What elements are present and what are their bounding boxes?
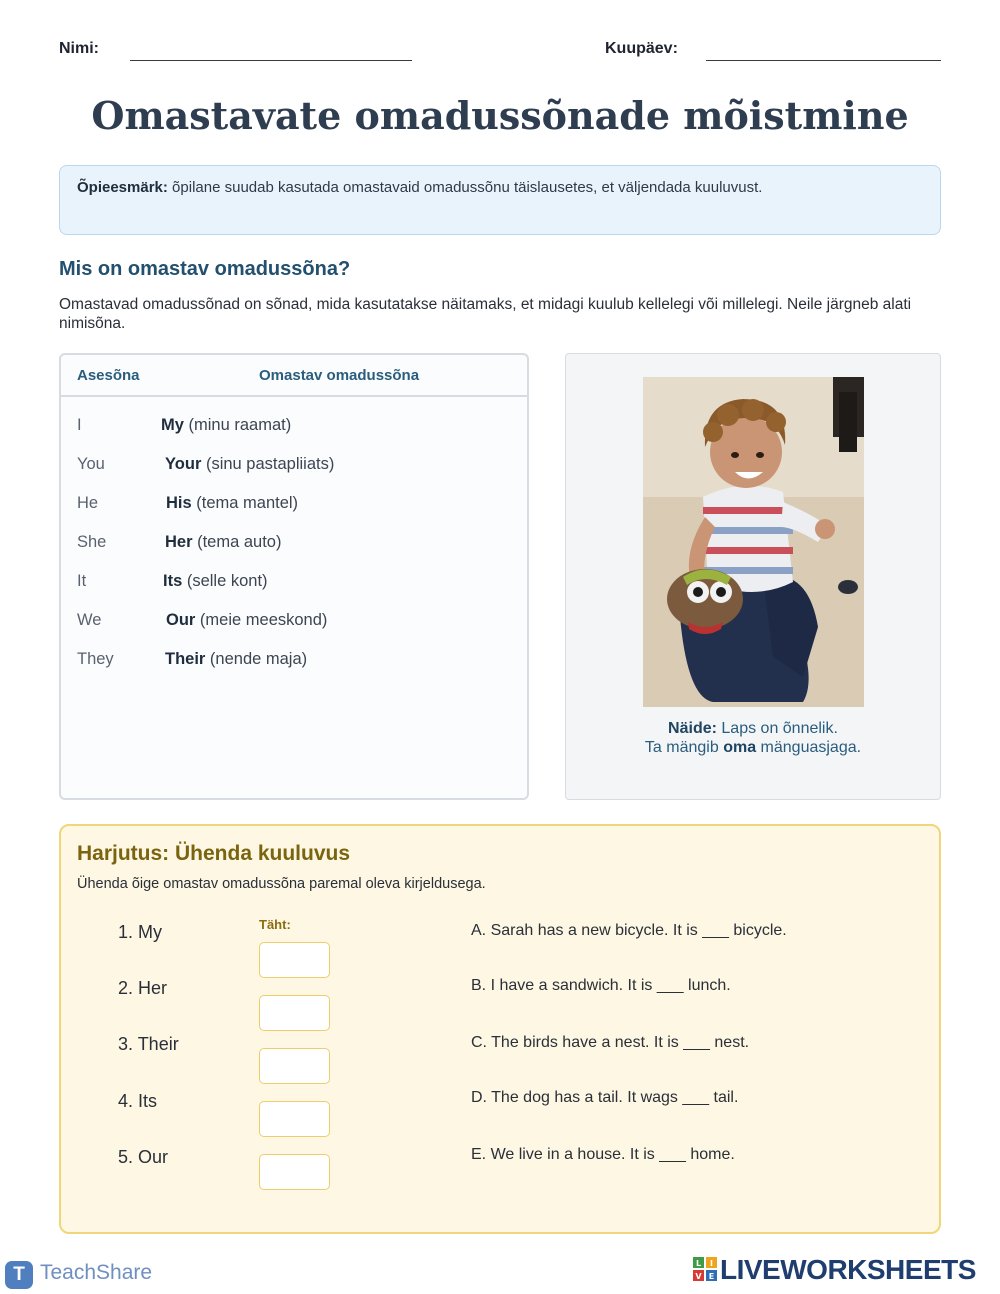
- answer-letter-input-1[interactable]: [259, 942, 330, 978]
- exercise-item: 5. Our: [118, 1147, 169, 1167]
- pronoun-cell: I: [77, 416, 82, 434]
- exercise-sentence: D. The dog has a tail. It wags ___ tail.: [471, 1089, 739, 1106]
- adjective-example: (sinu pastapliiats): [201, 455, 335, 473]
- page-title: Omastavate omadussõnade mõistmine: [91, 93, 909, 138]
- exercise-instruction: Ühenda õige omastav omadussõna paremal oleva kirjeldusega.: [77, 876, 486, 892]
- answer-letter-input-5[interactable]: [259, 1154, 330, 1190]
- adjective-word: His: [166, 494, 192, 512]
- adjective-cell: [166, 611, 327, 630]
- table-row: [61, 611, 527, 635]
- table-header: [61, 355, 527, 397]
- section-intro: Omastavad omadussõnad on sõnad, mida kasutatakse näitamaks, et midagi kuulub kellelegi või millelegi. Neile järgneb alati nimisõna.: [59, 296, 912, 332]
- exercise-item: 3. Their: [118, 1034, 179, 1054]
- pronoun-cell: You: [77, 455, 105, 473]
- adjective-cell: [165, 455, 334, 474]
- header-pronoun: Asesõna: [77, 367, 140, 384]
- goal-label: Õpieesmärk:: [77, 179, 168, 196]
- table-row: [61, 494, 527, 518]
- adjective-cell: [165, 533, 281, 552]
- badge-letter: L: [695, 1259, 702, 1268]
- badge-letter: E: [708, 1272, 715, 1281]
- adjective-word: Our: [166, 611, 196, 629]
- adjective-cell: [163, 572, 268, 591]
- header-row: [59, 40, 941, 64]
- pronoun-cell: They: [77, 650, 114, 668]
- answer-letter-input-4[interactable]: [259, 1101, 330, 1137]
- table-row: [61, 650, 527, 674]
- adjective-word: My: [161, 416, 184, 434]
- table-row: [61, 533, 527, 557]
- pronoun-cell: She: [77, 533, 107, 551]
- adjective-cell: [166, 494, 298, 513]
- badge-letter: V: [695, 1272, 702, 1281]
- example-sentence-2-end: mänguasjaga.: [756, 739, 862, 756]
- teachshare-icon: T: [5, 1261, 33, 1289]
- child-illustration: [643, 377, 864, 707]
- table-row: [61, 416, 527, 440]
- matching-exercise: [59, 824, 941, 1234]
- name-input-line[interactable]: [130, 60, 412, 61]
- exercise-sentence: A. Sarah has a new bicycle. It is ___ bicycle.: [471, 922, 787, 939]
- liveworksheets-badge-icon: [693, 1257, 717, 1281]
- example-card: [565, 353, 941, 800]
- adjective-cell: [165, 650, 307, 669]
- adjective-word: Their: [165, 650, 206, 668]
- pronoun-table: [59, 353, 529, 800]
- adjective-word: Your: [165, 455, 202, 473]
- adjective-word: Its: [163, 572, 183, 590]
- header-possessive-adjective: Omastav omadussõna: [259, 367, 420, 384]
- exercise-sentence: C. The birds have a nest. It is ___ nest.: [471, 1034, 750, 1051]
- table-row: [61, 572, 527, 596]
- caption-line-1: [566, 719, 940, 738]
- adjective-example: (nende maja): [205, 650, 308, 668]
- section-title: Mis on omastav omadussõna?: [59, 258, 351, 280]
- exercise-item: 4. Its: [118, 1091, 158, 1111]
- child-playing-photo: [643, 377, 864, 707]
- badge-letter: I: [710, 1259, 713, 1268]
- answer-letter-input-3[interactable]: [259, 1048, 330, 1084]
- letter-column-label: Täht:: [259, 917, 291, 932]
- date-label: Kuupäev:: [605, 40, 678, 57]
- pronoun-cell: We: [77, 611, 102, 629]
- adjective-example: (selle kont): [182, 572, 268, 590]
- teachshare-wordmark: TeachShare: [40, 1261, 153, 1284]
- example-caption: [566, 719, 940, 757]
- caption-line-2: [566, 738, 940, 757]
- adjective-example: (meie meeskond): [195, 611, 328, 629]
- table-row: [61, 455, 527, 479]
- adjective-example: (tema auto): [192, 533, 282, 551]
- exercise-sentence: B. I have a sandwich. It is ___ lunch.: [471, 977, 731, 994]
- answer-letter-input-2[interactable]: [259, 995, 330, 1031]
- adjective-cell: [161, 416, 291, 435]
- adjective-word: Her: [165, 533, 193, 551]
- liveworksheets-wordmark: LIVEWORKSHEETS: [720, 1254, 976, 1285]
- example-keyword: oma: [723, 739, 757, 756]
- example-label: Näide:: [668, 720, 717, 737]
- goal-text: õpilane suudab kasutada omastavaid omadussõnu täislausetes, et väljendada kuuluvust.: [167, 179, 763, 196]
- pronoun-cell: It: [77, 572, 87, 590]
- liveworksheets-logo[interactable]: [693, 1254, 989, 1286]
- exercise-sentence: E. We live in a house. It is ___ home.: [471, 1146, 735, 1163]
- learning-goal-box: [59, 165, 941, 235]
- exercise-item: 1. My: [118, 922, 163, 942]
- date-input-line[interactable]: [706, 60, 941, 61]
- example-sentence-2-start: Ta mängib: [644, 739, 724, 756]
- name-label: Nimi:: [59, 40, 99, 57]
- adjective-example: (minu raamat): [183, 416, 292, 434]
- exercise-title: Harjutus: Ühenda kuuluvus: [77, 842, 351, 865]
- pronoun-cell: He: [77, 494, 99, 512]
- example-sentence-1: Laps on õnnelik.: [716, 720, 838, 737]
- adjective-example: (tema mantel): [191, 494, 299, 512]
- exercise-item: 2. Her: [118, 978, 168, 998]
